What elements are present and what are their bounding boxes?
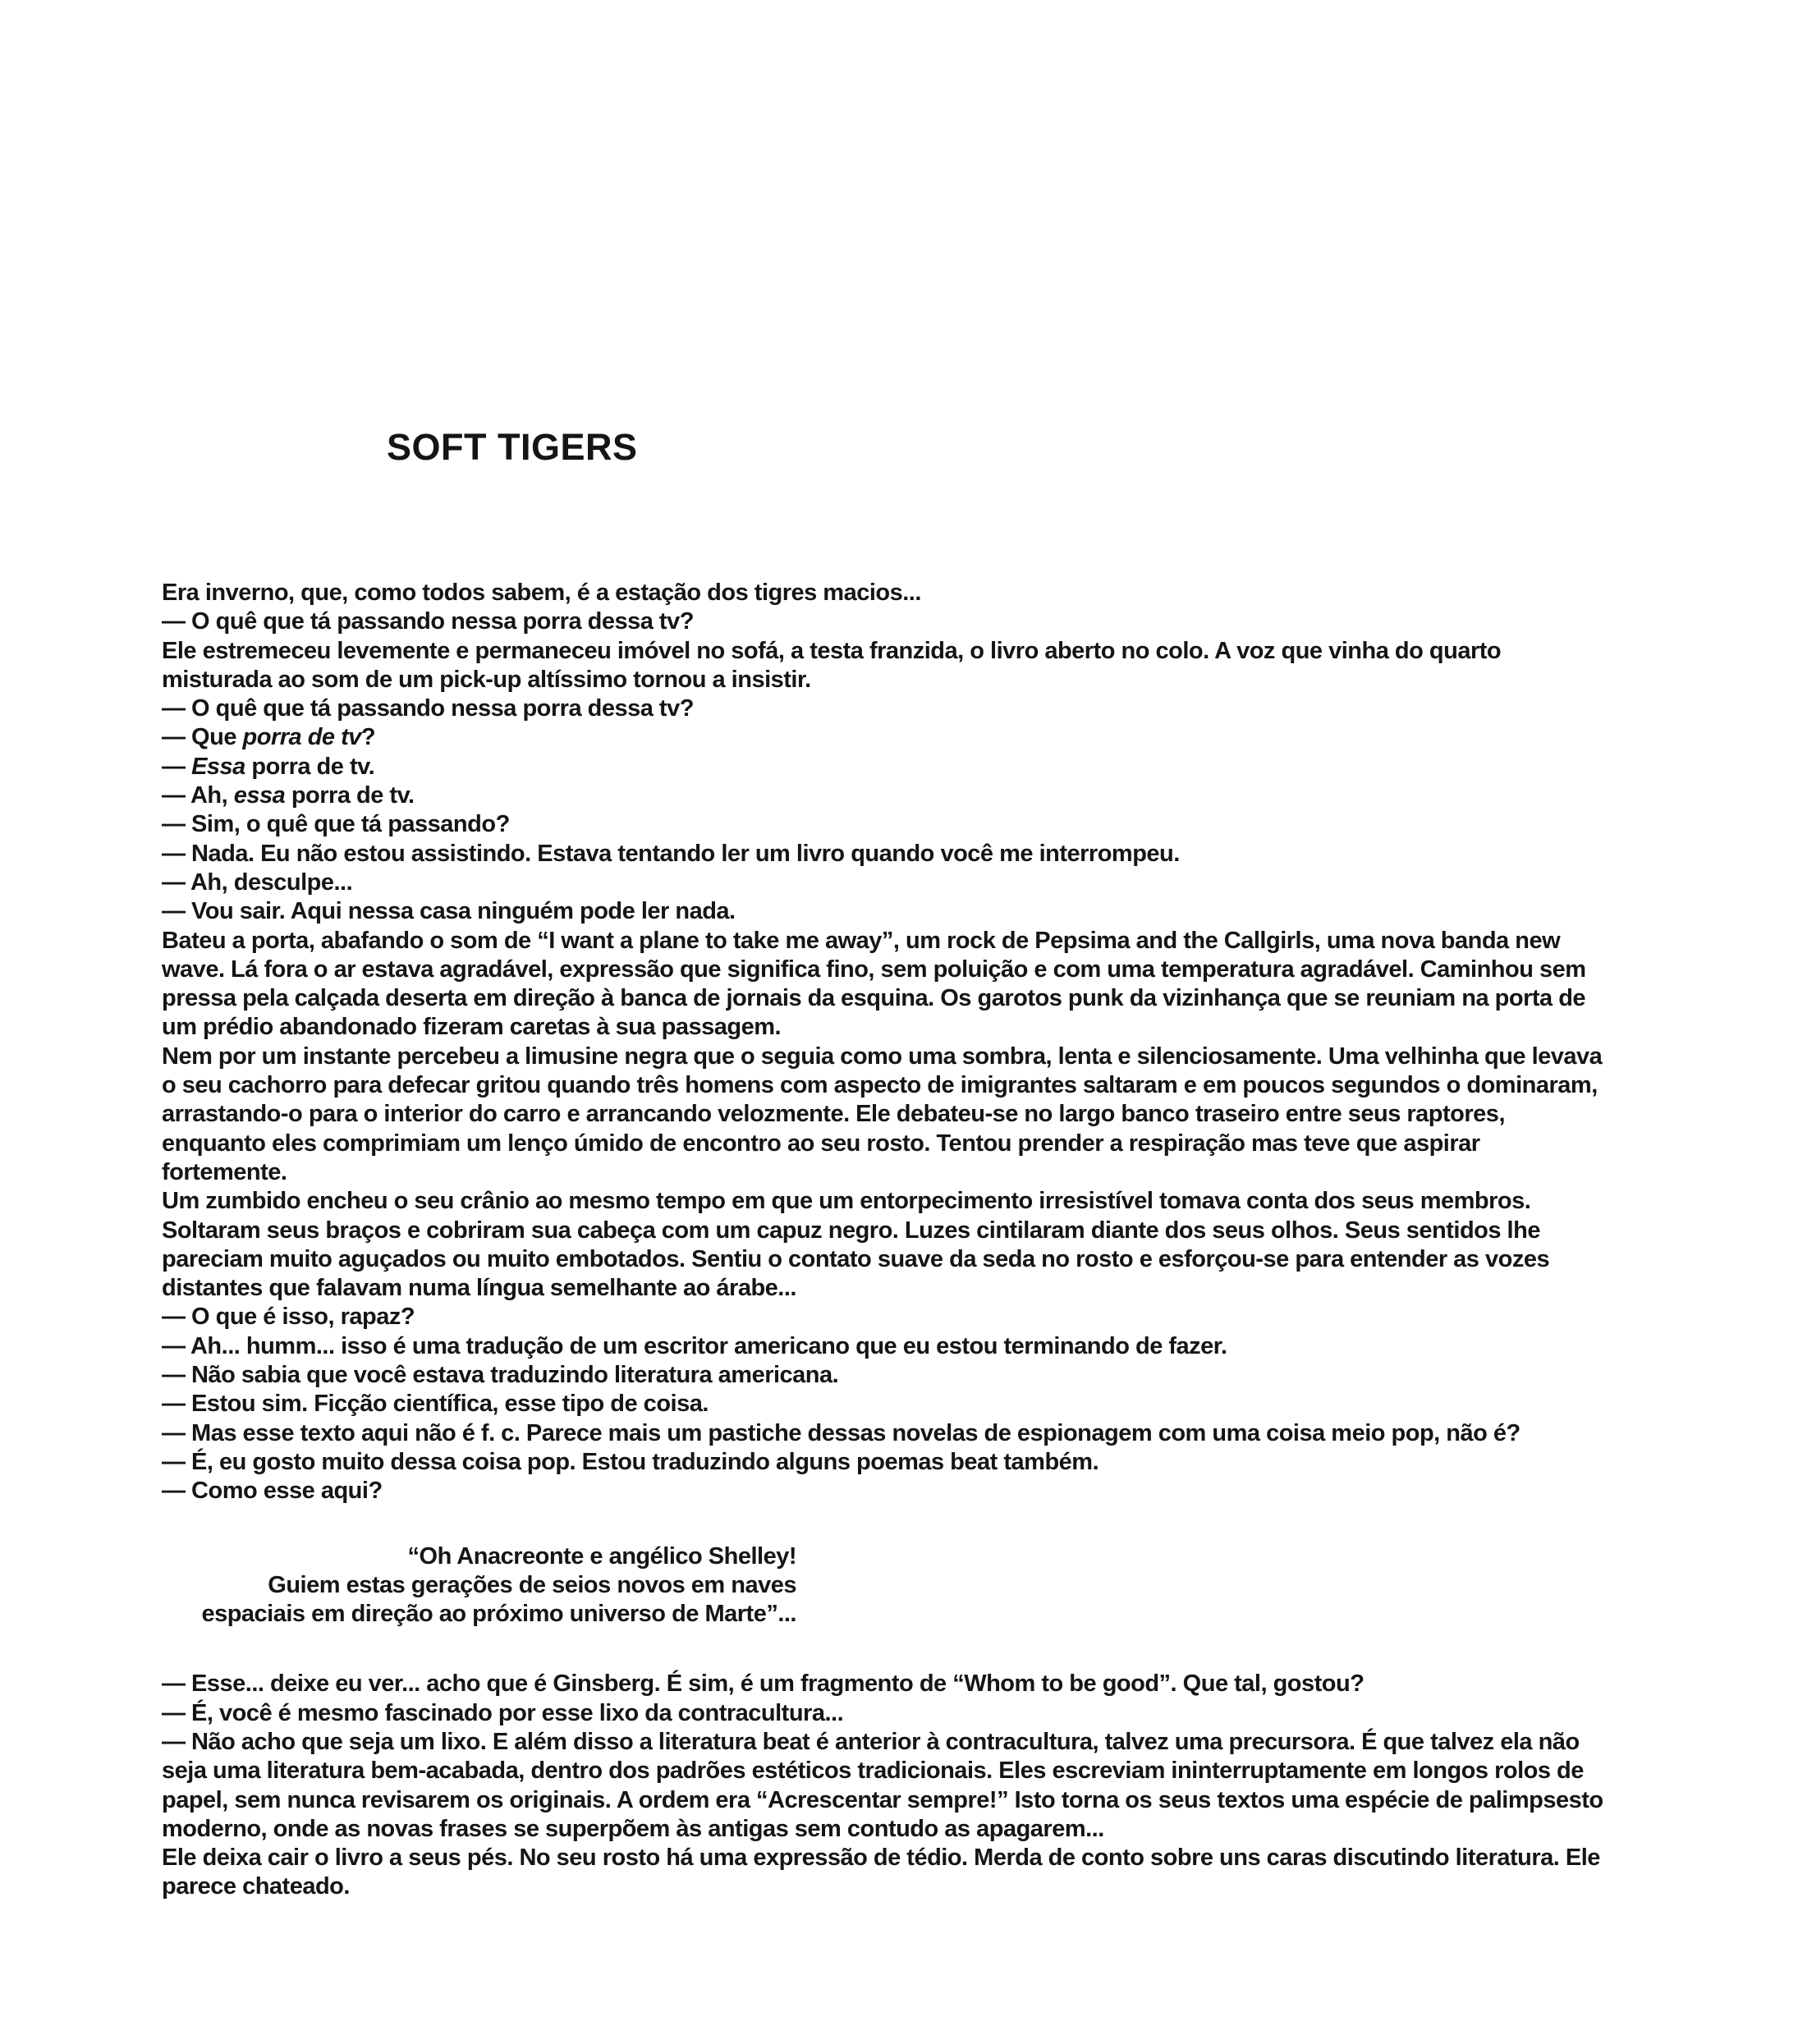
text-line: misturada ao som de um pick-up altíssimo tornou a insistir. xyxy=(162,666,811,693)
text-line: — Ah... humm... isso é uma tradução de um escritor americano que eu estou terminando de fazer. xyxy=(162,1332,1227,1359)
text-line: Nem por um instante percebeu a limusine negra que o seguia como uma sombra, lenta e silenciosamente. Uma velhinha que levava xyxy=(162,1043,1603,1070)
text-line: pareciam muito aguçados ou muito embotados. Sentiu o contato suave da seda no rosto e esforçou-se para entender as vozes xyxy=(162,1245,1550,1272)
text-line: — É, eu gosto muito dessa coisa pop. Estou traduzindo alguns poemas beat também. xyxy=(162,1448,1099,1475)
text-line: — O quê que tá passando nessa porra dessa tv? xyxy=(162,695,694,722)
text-line: — Mas esse texto aqui não é f. c. Parece mais um pastiche dessas novelas de espionagem com uma coisa meio pop, não é? xyxy=(162,1419,1521,1446)
text-line: “Oh Anacreonte e angélico Shelley! xyxy=(407,1542,796,1570)
text-line: — Ah, essa porra de tv. xyxy=(162,782,415,809)
text-line: distantes que falavam numa língua semelhante ao árabe... xyxy=(162,1275,796,1302)
text-line: seja uma literatura bem-acabada, dentro dos padrões estéticos tradicionais. Eles escreviam ininterruptamente em longos rolos de xyxy=(162,1758,1584,1785)
text-line: arrastando-o para o interior do carro e arrancando velozmente. Ele debateu-se no largo banco traseiro entre seus raptores, xyxy=(162,1101,1505,1128)
text-line: Era inverno, que, como todos sabem, é a estação dos tigres macios... xyxy=(162,580,921,606)
text-line: Bateu a porta, abafando o som de “I want a plane to take me away”, um rock de Pepsima and the Callgirls, uma nova banda new xyxy=(162,927,1561,954)
verse-block xyxy=(162,1542,796,1629)
text-line: Soltaram seus braços e cobriram sua cabeça com um capuz negro. Luzes cintilaram diante dos seus olhos. Seus sentidos lhe xyxy=(162,1217,1540,1244)
text-line: Ele estremeceu levemente e permaneceu imóvel no sofá, a testa franzida, o livro aberto no colo. A voz que vinha do quarto xyxy=(162,637,1502,664)
text-line: — Vou sair. Aqui nessa casa ninguém pode ler nada. xyxy=(162,898,736,925)
text-line: — Essa porra de tv. xyxy=(162,753,375,780)
text-line: espaciais em direção ao próximo universo de Marte”... xyxy=(201,1601,796,1628)
text-line: — Que porra de tv? xyxy=(162,724,376,751)
text-line: — Esse... deixe eu ver... acho que é Ginsberg. É sim, é um fragmento de “Whom to be good”. Que tal, gostou? xyxy=(162,1670,1365,1698)
text-line: — Não sabia que você estava traduzindo literatura americana. xyxy=(162,1362,839,1389)
text-line: — O quê que tá passando nessa porra dessa tv? xyxy=(162,608,694,635)
text-line: — Como esse aqui? xyxy=(162,1478,383,1505)
text-line: wave. Lá fora o ar estava agradável, expressão que significa fino, sem poluição e com uma temperatura agradável. Caminhou sem xyxy=(162,956,1586,983)
text-line: fortemente. xyxy=(162,1158,287,1185)
text-line: Um zumbido encheu o seu crânio ao mesmo tempo em que um entorpecimento irresistível tomava conta dos seus membros. xyxy=(162,1188,1531,1215)
page-title: SOFT TIGERS xyxy=(387,426,638,468)
text-line: Guiem estas gerações de seios novos em naves xyxy=(268,1571,796,1598)
text-line: — Não acho que seja um lixo. E além disso a literatura beat é anterior à contracultura, talvez uma precursora. É que talvez ela não xyxy=(162,1728,1580,1755)
text-line: — É, você é mesmo fascinado por esse lixo da contracultura... xyxy=(162,1699,844,1726)
text-line: Ele deixa cair o livro a seus pés. No seu rosto há uma expressão de tédio. Merda de conto sobre uns caras discutindo literatura. Ele xyxy=(162,1845,1600,1872)
text-line: pressa pela calçada deserta em direção à banca de jornais da esquina. Os garotos punk da vizinhança que se reuniam na porta de xyxy=(162,985,1586,1012)
text-line: moderno, onde as novas frases se superpõem às antigas sem contudo as apagarem... xyxy=(162,1815,1104,1842)
text-line: — Sim, o quê que tá passando? xyxy=(162,811,510,838)
text-line: papel, sem nunca revisarem os originais. A ordem era “Acrescentar sempre!” Isto torna os seus textos uma espécie de palimpsesto xyxy=(162,1786,1603,1813)
text-line: — Ah, desculpe... xyxy=(162,868,353,896)
text-line: o seu cachorro para defecar gritou quando três homens com aspecto de imigrantes saltaram e em poucos segundos o dominaram, xyxy=(162,1072,1598,1099)
text-line: — Estou sim. Ficção científica, esse tipo de coisa. xyxy=(162,1391,709,1418)
story-closing xyxy=(162,1670,1722,1901)
text-line: parece chateado. xyxy=(162,1873,350,1900)
text-line: um prédio abandonado fizeram caretas à sua passagem. xyxy=(162,1014,782,1041)
text-line: enquanto eles comprimiam um lenço úmido de encontro ao seu rosto. Tentou prender a respiração mas teve que aspirar xyxy=(162,1130,1480,1157)
text-line: — O que é isso, rapaz? xyxy=(162,1304,415,1331)
story-body xyxy=(162,579,1722,1506)
text-line: — Nada. Eu não estou assistindo. Estava tentando ler um livro quando você me interrompeu. xyxy=(162,840,1180,867)
story-text xyxy=(162,579,1722,1902)
